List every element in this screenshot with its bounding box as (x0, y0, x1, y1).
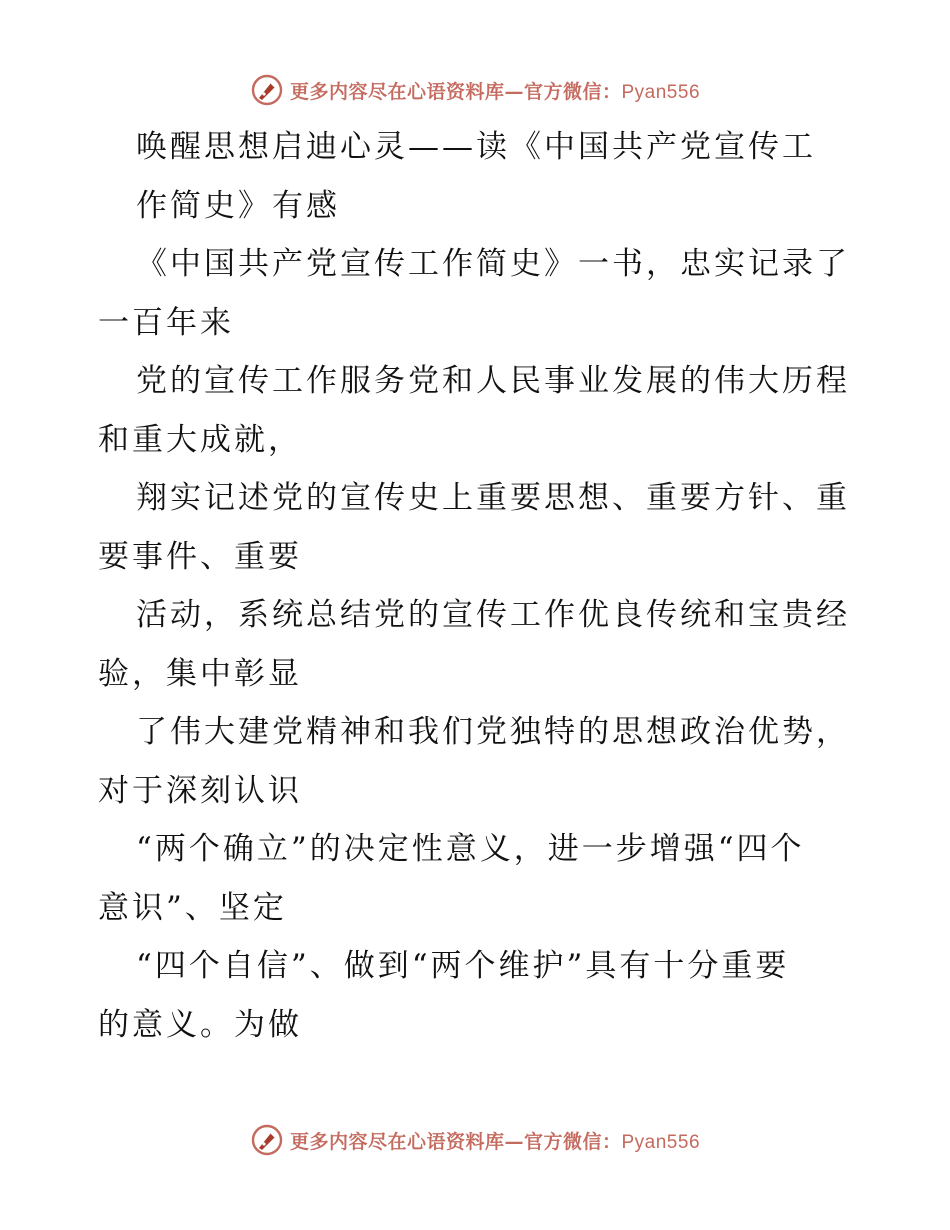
banner-wechat-id: Pyan556 (621, 1131, 701, 1153)
paragraph-line: 了伟大建党精神和我们党独特的思想政治优势， (136, 714, 850, 750)
paragraph-line: 和重大成就， (98, 421, 302, 458)
paragraph-line: 活动，系统总结党的宣传工作优良传统和宝贵经 (136, 597, 850, 633)
banner-text: 更多内容尽在心语资料库—官方微信：Pyan556 (289, 80, 701, 103)
paragraph-line: 对于深刻认识 (98, 772, 302, 809)
paragraph-line: 意识”、坚定 (98, 889, 287, 926)
paragraph-line: 要事件、重要 (98, 538, 302, 575)
document-title-line: 作简史》有感 (136, 187, 340, 224)
paragraph-line: 翔实记述党的宣传史上重要思想、重要方针、重 (136, 480, 850, 516)
document-body (98, 118, 858, 1054)
banner-wechat-id: Pyan556 (621, 81, 701, 103)
pen-nib-icon (250, 1123, 284, 1157)
pen-nib-icon (250, 73, 284, 107)
document-title-line: 唤醒思想启迪心灵——读《中国共产党宣传工 (136, 129, 816, 165)
paragraph-line: 一百年来 (98, 304, 234, 341)
paragraph-line: 《中国共产党宣传工作简史》一书，忠实记录了 (136, 246, 850, 282)
paragraph-line: 验，集中彰显 (98, 655, 302, 692)
paragraph-line: 的意义。为做 (98, 1006, 302, 1043)
footer-banner (0, 1120, 950, 1160)
paragraph-line: 党的宣传工作服务党和人民事业发展的伟大历程 (136, 363, 850, 399)
header-banner (0, 70, 950, 110)
paragraph-line: “四个自信”、做到“两个维护”具有十分重要 (136, 948, 790, 984)
banner-text: 更多内容尽在心语资料库—官方微信：Pyan556 (289, 1130, 701, 1153)
paragraph-line: “两个确立”的决定性意义，进一步增强“四个 (136, 831, 805, 867)
